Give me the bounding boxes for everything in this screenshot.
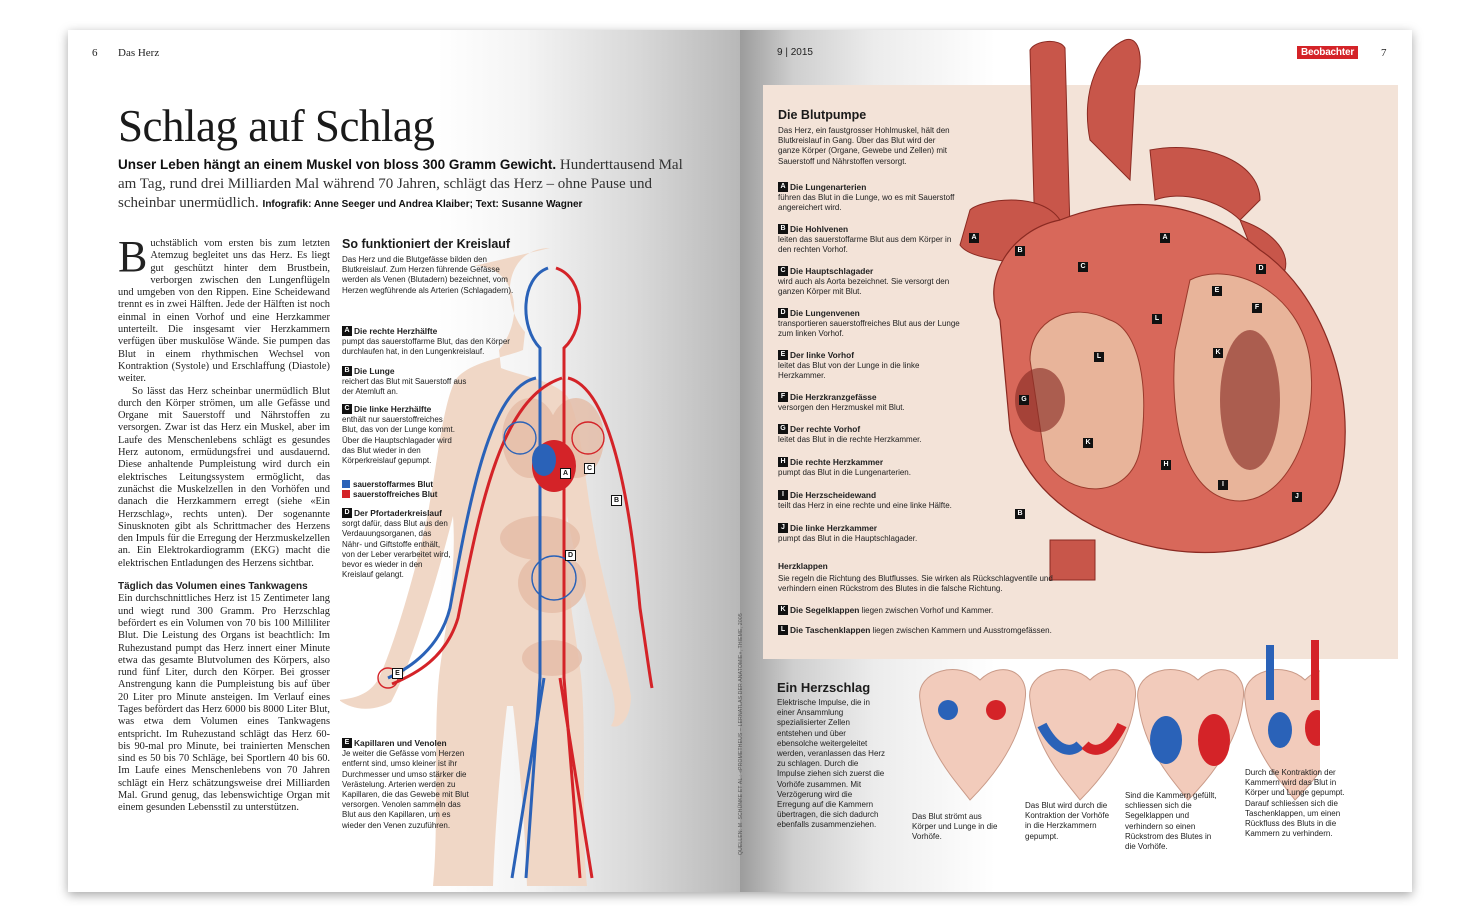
- item-text: leiten das sauerstoffarme Blut aus dem Körper in den rechten Vorhof.: [778, 235, 952, 255]
- body-label-a: A: [560, 468, 571, 479]
- item-key-label: A: [778, 182, 788, 192]
- heart-label-h: H: [1161, 460, 1171, 470]
- item-text: versorgen den Herzmuskel mit Blut.: [778, 403, 905, 413]
- herzschlag-step-2: Das Blut wird durch die Kontraktion der Vorhöfe in die Herzkammern gepumpt.: [1025, 801, 1110, 841]
- item-heading: Die Herzkranzgefässe: [790, 392, 877, 402]
- item-key-label: G: [778, 424, 788, 434]
- kreislauf-item-e: E Kapillaren und Venolen Je weiter die Gefässe vom Herzen entfernt sind, umso kleiner ist ihr Durchmesser und umso stärker die Verästelung. Arterien werden zu Kapillaren, die das Gewebe mit Blut versorgen. Venolen sammeln das Blut aus den Kapillaren, um es wieder den Venen zuzuführen.: [342, 738, 469, 830]
- item-text: teilt das Herz in eine rechte und eine linke Hälfte.: [778, 501, 952, 511]
- heart-anatomy-figure: [940, 30, 1400, 590]
- herzschlag-title: Ein Herzschlag: [777, 680, 871, 695]
- heart-label-j: J: [1292, 492, 1302, 502]
- herzklappen-text: Sie regeln die Richtung des Blutflusses. Sie wirken als Rückschlagventile und verhindern einen Rückstrom des Blutes in die falsche Richtung.: [778, 574, 1053, 594]
- item-text: führen das Blut in die Lunge, wo es mit Sauerstoff angereichert wird.: [778, 193, 955, 213]
- kreislauf-item-d: D Der Pfortaderkreislauf sorgt dafür, dass Blut aus den Verdauungsorganen, das Nähr- und Giftstoffe enthält, von der Leber verarbeitet wird, bevor es wieder in den Kreislauf gelangt.: [342, 508, 451, 580]
- herzschlag-step-4: Durch die Kontraktion der Kammern wird das Blut in Körper und Lunge gepumpt. Darauf schliessen sich die Taschenklappen, um einen Rückfluss des Bluts in die Kammern zu verhindern.: [1245, 768, 1345, 839]
- blutpumpe-item: [778, 182, 963, 214]
- heart-label-f: F: [1252, 303, 1262, 313]
- item-text: leitet das Blut von der Lunge in die linke Herzkammer.: [778, 361, 920, 381]
- klappe-item-l: L Die Taschenklappen liegen zwischen Kammern und Ausstromgefässen.: [778, 625, 1098, 636]
- article-lead: [118, 155, 698, 214]
- herzschlag-intro: Elektrische Impulse, die in einer Ansammlung spezialisierter Zellen entstehen und über ebensolche weitergeleitet werden, veranlassen das Herz zu schlagen. Durch die Impulse ziehen sich zuerst die Vorhöfe zusammen. Mit Verzögerung wird die Erregung auf die Kammern übertragen, die sich dadurch ebenfalls zusammenziehen.: [777, 698, 886, 830]
- source-note: QUELLEN: M. SCHÜNKE ET AL.: «PROMETHEUS – LERNATLAS DER ANATOMIE», THIEME, 2005: [738, 613, 744, 855]
- blutpumpe-title: Die Blutpumpe: [778, 108, 867, 122]
- heart-label-l-lower: L: [1094, 352, 1104, 362]
- item-heading: Die Lungenarterien: [790, 182, 867, 192]
- heart-label-g: G: [1019, 395, 1029, 405]
- right-page-number: 7: [1381, 47, 1387, 59]
- left-section-name: Das Herz: [118, 47, 160, 59]
- heart-label-l-upper: L: [1152, 314, 1162, 324]
- lead-text: Hunderttausend Mal am Tag, rund drei Milliarden Mal während 70 Jahren, schlägt das Herz – ohne Pause und scheinbar unermüdlich.: [118, 157, 683, 211]
- drop-cap: B: [118, 232, 148, 281]
- item-text: leitet das Blut in die rechte Herzkammer.: [778, 435, 922, 445]
- heart-label-b-bottom: B: [1015, 509, 1025, 519]
- item-key-label: F: [778, 392, 788, 402]
- kreislauf-intro: Das Herz und die Blutgefässe bilden den Blutkreislauf. Zum Herzen führende Gefässe werden als Venen (Blutadern) bezeichnet, vom Herzen wegführende als Arterien (Schlagadern).: [342, 255, 514, 295]
- herzschlag-step-1: Das Blut strömt aus Körper und Lunge in die Vorhöfe.: [912, 812, 998, 842]
- item-heading: Der rechte Vorhof: [790, 424, 861, 434]
- heart-label-a-right: A: [1160, 233, 1170, 243]
- paragraph-1: Buchstäblich vom ersten bis zum letzten Atemzug begleitet uns das Herz. Es liegt gut geschützt hinter dem Brustbein, verborgen zwischen den Lungenflügeln und umgeben von den Rippen. Eine Scheidewand trennt es in zwei Hälften. Jede der Hälften ist noch einmal in einen Vorhof und eine Herzkammer unterteilt. Die insgesamt vier Herzkammern verfügen über muskulöse Wände. Sie pumpen das Blut in einem rhythmischen Wechsel von Kontraktion (Systole) und Erschlaffung (Diastole) weiter.: [118, 232, 330, 385]
- heart-label-i: I: [1218, 480, 1228, 490]
- item-heading: Die Hohlvenen: [790, 224, 849, 234]
- kreislauf-item-a: A Die rechte Herzhälfte pumpt das sauerstoffarme Blut, das den Körper durchlaufen hat, in den Lungenkreislauf.: [342, 326, 510, 357]
- credits: Infografik: Anne Seeger und Andrea Klaiber; Text: Susanne Wagner: [262, 199, 583, 210]
- blood-legend: [342, 480, 482, 500]
- heart-label-c: C: [1078, 262, 1088, 272]
- body-label-c: C: [584, 463, 595, 474]
- item-key-label: H: [778, 457, 788, 467]
- heart-label-a-left: A: [969, 233, 979, 243]
- blutpumpe-item: [778, 350, 963, 382]
- heart-label-k-upper: K: [1213, 348, 1223, 358]
- item-text: wird auch als Aorta bezeichnet. Sie versorgt den ganzen Körper mit Blut.: [778, 277, 950, 297]
- heart-label-k-lower: K: [1083, 438, 1093, 448]
- herzklappen-title: Herzklappen: [778, 561, 828, 571]
- item-key-label: C: [778, 266, 788, 276]
- article-title: Schlag auf Schlag: [118, 101, 435, 151]
- blutpumpe-item: [778, 224, 963, 256]
- heart-label-e: E: [1212, 286, 1222, 296]
- heart-label-d: D: [1256, 264, 1266, 274]
- item-key-label: J: [778, 523, 788, 533]
- item-text: pumpt das Blut in die Lungenarterien.: [778, 468, 911, 478]
- item-key-label: D: [778, 308, 788, 318]
- klappe-item-k: K Die Segelklappen liegen zwischen Vorhof und Kammer.: [778, 605, 1098, 616]
- blutpumpe-item: [778, 266, 963, 298]
- subhead: Täglich das Volumen eines Tankwagens: [118, 581, 308, 593]
- lead-bold: Unser Leben hängt an einem Muskel von bloss 300 Gramm Gewicht.: [118, 157, 557, 172]
- heart-in-body: [532, 440, 576, 492]
- body-label-b: B: [611, 495, 622, 506]
- left-page-number: 6: [92, 47, 98, 59]
- item-key-label: B: [778, 224, 788, 234]
- kreislauf-item-c: C Die linke Herzhälfte enthält nur sauerstoffreiches Blut, das von der Lunge kommt. Über die Hauptschlagader wird das Blut wieder in den Körperkreislauf gepumpt.: [342, 404, 455, 466]
- blutpumpe-item: [778, 308, 963, 340]
- body-label-d: D: [565, 550, 576, 561]
- heart-label-b-top: B: [1015, 246, 1025, 256]
- blutpumpe-item: [778, 392, 963, 413]
- item-heading: Die linke Herzkammer: [790, 523, 878, 533]
- heart-stage-2: [1030, 670, 1136, 800]
- kreislauf-title: So funktioniert der Kreislauf: [342, 237, 511, 251]
- issue-number: 9 | 2015: [777, 47, 813, 58]
- legend-item-deoxygenated: sauerstoffarmes Blut: [342, 480, 482, 490]
- item-heading: Die Hauptschlagader: [790, 266, 874, 276]
- heart-stage-3: [1138, 670, 1244, 800]
- heart-stage-1: [920, 670, 1026, 800]
- blutpumpe-item: [778, 523, 963, 544]
- blutpumpe-intro: Das Herz, ein faustgrosser Hohlmuskel, hält den Blutkreislauf in Gang. Über das Blut wird der ganze Körper (Organe, Gewebe und Zellen) mit Sauerstoff und Nährstoffen versorgt.: [778, 126, 950, 166]
- item-text: pumpt das Blut in die Hauptschlagader.: [778, 534, 918, 544]
- item-key-label: E: [778, 350, 788, 360]
- item-heading: Die Lungenvenen: [790, 308, 860, 318]
- item-key-label: I: [778, 490, 788, 500]
- blutpumpe-item: [778, 490, 963, 511]
- paragraph-3: Ein durchschnittliches Herz ist 15 Zentimeter lang und wiegt rund 300 Gramm. Pro Herzschlag befördert es ein Volumen von 70 bis 100 Milliliter Blut. Die Leistung des Organs ist beachtlich: Im Ruhezustand pumpt das Herz innert einer Minute etwa das gesamte Blutvolumen des Körpers, also rund fünf Liter, durch den Körper. Bei grosser Anstrengung kann die Pumpleistung bis auf über 20 Liter pro Minute ansteigen. Im Verlauf eines Tages befördert das Herz 6000 bis 8000 Liter Blut, was etwa dem Volumen eines Tankwagens entspricht. Im Ruhezustand schlägt das Herz 60- bis 90-mal pro Minute, bei trainierten Menschen sind es 50 bis 70 Schläge, bei Sportlern 40 bis 60. Im Laufe eines Menschenlebens von 70 Jahren schlägt ein Herz schätzungsweise drei Milliarden Mal. Grund genug, das lebenswichtige Organ mit einem gesunden Lebensstil zu unterstützen.: [118, 593, 330, 814]
- brand-logo: Beobachter: [1297, 46, 1358, 59]
- blutpumpe-item: [778, 457, 963, 478]
- item-text: transportieren sauerstoffreiches Blut aus der Lunge zum linken Vorhof.: [778, 319, 960, 339]
- body-text-column: [118, 232, 330, 815]
- body-label-e: E: [392, 668, 403, 679]
- kreislauf-item-b: B Die Lunge reichert das Blut mit Sauerstoff aus der Atemluft an.: [342, 366, 467, 397]
- item-heading: Die rechte Herzkammer: [790, 457, 884, 467]
- item-heading: Die Herzscheidewand: [790, 490, 877, 500]
- blutpumpe-item: [778, 424, 963, 445]
- legend-item-oxygenated: sauerstoffreiches Blut: [342, 490, 482, 500]
- paragraph-2: So lässt das Herz scheinbar unermüdlich Blut durch den Körper strömen, um alle Gefässe und Organe mit Sauerstoff und Nährstoffen zu versorgen. Zwar ist das Herz ein Muskel, aber im Laufe des Menschenlebens schlägt es gesundes Herz autonom, ermüdungsfrei und ausdauernd. Diese anhaltende Pumpleistung wird durch ein elektrisches Leitungssystem ermöglicht, das zunächst die Muskelzellen in den Vorhöfen und danach die Herzkammern erregt (siehe «Ein Herzschlag», rechts unten). Der sogenannte Sinusknoten gibt als Schrittmacher des Herzens den Impuls für die Erregung der Herzmuskelzellen an. Ein Elektrokardiogramm (EKG) macht die elektrischen Entladungen des Herzens sichtbar.: [118, 385, 330, 569]
- herzschlag-step-3: Sind die Kammern gefüllt, schliessen sich die Segelklappen und verhindern so einen Rückstrom des Blutes in die Vorhöfe.: [1125, 791, 1217, 852]
- item-heading: Der linke Vorhof: [790, 350, 855, 360]
